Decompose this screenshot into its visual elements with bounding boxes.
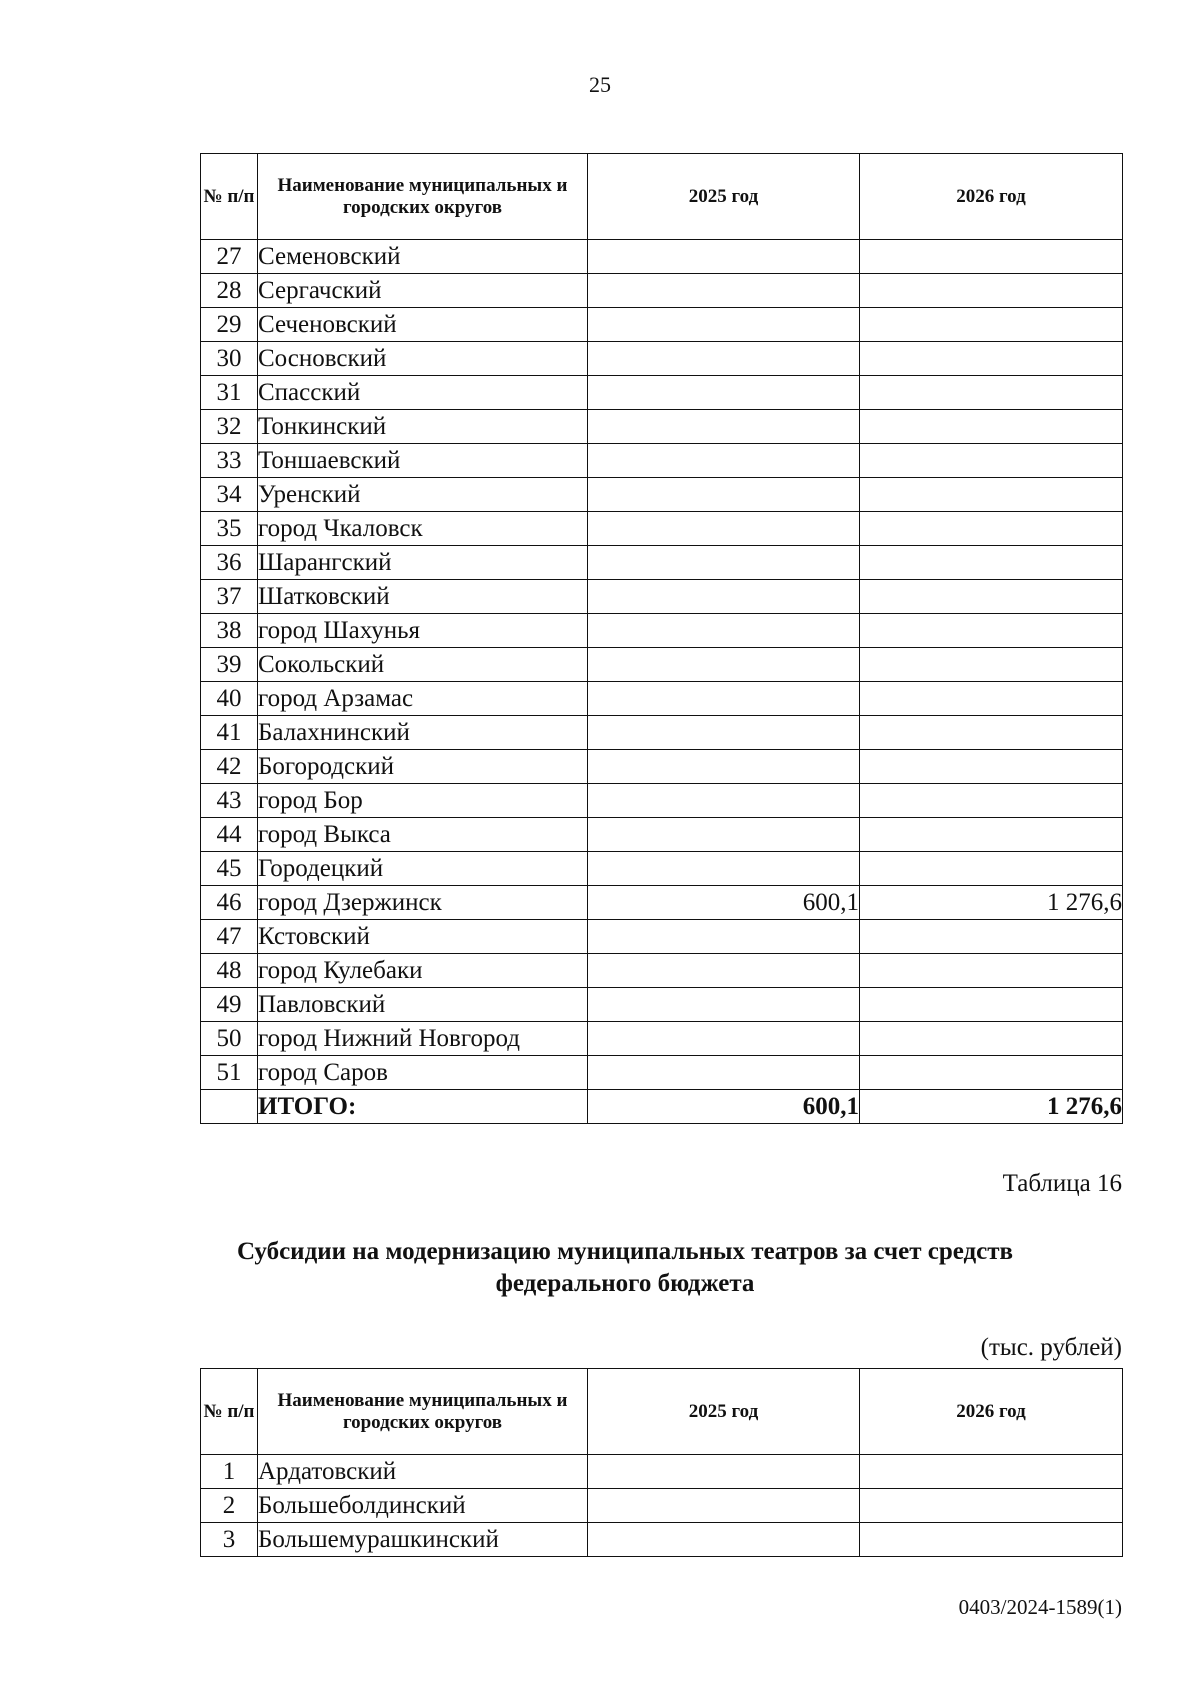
value-2026 [860, 750, 1123, 784]
table-row [201, 750, 1123, 784]
row-number: 2 [201, 1489, 258, 1523]
table-row [201, 376, 1123, 410]
value-2025 [588, 750, 860, 784]
total-2025: 600,1 [588, 1090, 860, 1124]
header-num: № п/п [201, 154, 258, 240]
value-2026 [860, 478, 1123, 512]
table-caption: Таблица 16 [1002, 1170, 1122, 1197]
total-row [201, 1090, 1123, 1124]
table-title: Субсидии на модернизацию муниципальных театров за счет средств федерального бюджета [236, 1238, 1014, 1297]
district-name: Семеновский [258, 240, 588, 274]
value-2026 [860, 308, 1123, 342]
value-2025 [588, 614, 860, 648]
district-name: город Бор [258, 784, 588, 818]
value-2025 [588, 1523, 860, 1557]
row-number: 38 [201, 614, 258, 648]
table-row [201, 852, 1123, 886]
district-name: Павловский [258, 988, 588, 1022]
row-number: 43 [201, 784, 258, 818]
district-name: Шатковский [258, 580, 588, 614]
district-name: Кстовский [258, 920, 588, 954]
table-row [201, 954, 1123, 988]
row-number: 42 [201, 750, 258, 784]
value-2025 [588, 784, 860, 818]
row-number: 3 [201, 1523, 258, 1557]
value-2025 [588, 648, 860, 682]
table-row [201, 1455, 1123, 1489]
document-code: 0403/2024-1589(1) [958, 1595, 1122, 1619]
value-2026 [860, 954, 1123, 988]
header-2026: 2026 год [860, 1369, 1123, 1455]
header-name: Наименование муниципальных и городских округов [258, 154, 588, 240]
header-2025: 2025 год [588, 154, 860, 240]
value-2025 [588, 1022, 860, 1056]
value-2026 [860, 580, 1123, 614]
value-2025 [588, 852, 860, 886]
row-number [201, 1090, 258, 1124]
district-name: Тонкинский [258, 410, 588, 444]
value-2025 [588, 1056, 860, 1090]
row-number: 41 [201, 716, 258, 750]
table-row [201, 240, 1123, 274]
table-header-row [201, 1369, 1123, 1455]
district-name: Тоншаевский [258, 444, 588, 478]
value-2025 [588, 376, 860, 410]
value-2026 [860, 512, 1123, 546]
row-number: 49 [201, 988, 258, 1022]
value-2025 [588, 308, 860, 342]
row-number: 45 [201, 852, 258, 886]
district-name: Большеболдинский [258, 1489, 588, 1523]
value-2026 [860, 376, 1123, 410]
row-number: 27 [201, 240, 258, 274]
district-name: город Выкса [258, 818, 588, 852]
total-2026: 1 276,6 [860, 1090, 1123, 1124]
page-number: 25 [589, 72, 611, 97]
district-name: Сосновский [258, 342, 588, 376]
district-name: Спасский [258, 376, 588, 410]
district-name: город Арзамас [258, 682, 588, 716]
value-2026 [860, 920, 1123, 954]
value-2025 [588, 1455, 860, 1489]
table-row [201, 1022, 1123, 1056]
district-name: Сеченовский [258, 308, 588, 342]
table-row [201, 648, 1123, 682]
district-name: Большемурашкинский [258, 1523, 588, 1557]
district-name: Ардатовский [258, 1455, 588, 1489]
row-number: 31 [201, 376, 258, 410]
district-name: Городецкий [258, 852, 588, 886]
table-row [201, 818, 1123, 852]
value-2025 [588, 478, 860, 512]
table-row [201, 886, 1123, 920]
value-2025 [588, 240, 860, 274]
value-2026 [860, 716, 1123, 750]
table-row [201, 410, 1123, 444]
row-number: 1 [201, 1455, 258, 1489]
value-2026 [860, 648, 1123, 682]
district-name: Шарангский [258, 546, 588, 580]
row-number: 34 [201, 478, 258, 512]
value-2025 [588, 274, 860, 308]
table-body [201, 1455, 1123, 1557]
value-2026 [860, 1455, 1123, 1489]
row-number: 46 [201, 886, 258, 920]
value-2025 [588, 410, 860, 444]
row-number: 40 [201, 682, 258, 716]
value-2025 [588, 682, 860, 716]
value-2026 [860, 682, 1123, 716]
value-2026 [860, 818, 1123, 852]
value-2026 [860, 784, 1123, 818]
table-row [201, 546, 1123, 580]
value-2025 [588, 716, 860, 750]
table-row [201, 274, 1123, 308]
value-2025 [588, 818, 860, 852]
value-2026 [860, 342, 1123, 376]
value-2025 [588, 444, 860, 478]
table-header-row [201, 154, 1123, 240]
row-number: 33 [201, 444, 258, 478]
table-row [201, 920, 1123, 954]
value-2026 [860, 1489, 1123, 1523]
value-2025 [588, 954, 860, 988]
district-name: город Кулебаки [258, 954, 588, 988]
row-number: 48 [201, 954, 258, 988]
row-number: 39 [201, 648, 258, 682]
table-row [201, 1523, 1123, 1557]
value-2026 [860, 988, 1123, 1022]
district-name: город Чкаловск [258, 512, 588, 546]
table-row [201, 512, 1123, 546]
value-2026 [860, 240, 1123, 274]
table-row [201, 342, 1123, 376]
district-name: город Дзержинск [258, 886, 588, 920]
value-2025: 600,1 [588, 886, 860, 920]
value-2025 [588, 580, 860, 614]
value-2026 [860, 546, 1123, 580]
district-name: Сергачский [258, 274, 588, 308]
district-name: город Нижний Новгород [258, 1022, 588, 1056]
row-number: 32 [201, 410, 258, 444]
table-row [201, 444, 1123, 478]
district-name: Уренский [258, 478, 588, 512]
table-body [201, 240, 1123, 1124]
district-name: Балахнинский [258, 716, 588, 750]
district-name: город Саров [258, 1056, 588, 1090]
table-15-continuation [200, 153, 1123, 1124]
value-2025 [588, 342, 860, 376]
value-2026 [860, 444, 1123, 478]
value-2025 [588, 988, 860, 1022]
table-row [201, 784, 1123, 818]
row-number: 28 [201, 274, 258, 308]
row-number: 29 [201, 308, 258, 342]
row-number: 35 [201, 512, 258, 546]
table-row [201, 614, 1123, 648]
value-2025 [588, 546, 860, 580]
row-number: 44 [201, 818, 258, 852]
header-name: Наименование муниципальных и городских округов [258, 1369, 588, 1455]
table-row [201, 308, 1123, 342]
header-num: № п/п [201, 1369, 258, 1455]
header-2026: 2026 год [860, 154, 1123, 240]
table-row [201, 580, 1123, 614]
value-2026 [860, 274, 1123, 308]
unit-note: (тыс. рублей) [980, 1334, 1122, 1361]
row-number: 50 [201, 1022, 258, 1056]
value-2026 [860, 614, 1123, 648]
table-row [201, 716, 1123, 750]
row-number: 51 [201, 1056, 258, 1090]
header-2025: 2025 год [588, 1369, 860, 1455]
row-number: 47 [201, 920, 258, 954]
value-2026 [860, 1523, 1123, 1557]
table-16 [200, 1368, 1123, 1557]
total-label: ИТОГО: [258, 1090, 588, 1124]
district-name: Богородский [258, 750, 588, 784]
value-2026 [860, 410, 1123, 444]
row-number: 30 [201, 342, 258, 376]
table-row [201, 988, 1123, 1022]
table-row [201, 1056, 1123, 1090]
value-2026 [860, 1056, 1123, 1090]
value-2025 [588, 1489, 860, 1523]
value-2026 [860, 852, 1123, 886]
value-2025 [588, 512, 860, 546]
table-row [201, 682, 1123, 716]
row-number: 36 [201, 546, 258, 580]
row-number: 37 [201, 580, 258, 614]
table-row [201, 478, 1123, 512]
value-2025 [588, 920, 860, 954]
value-2026 [860, 1022, 1123, 1056]
district-name: Сокольский [258, 648, 588, 682]
value-2026: 1 276,6 [860, 886, 1123, 920]
table-row [201, 1489, 1123, 1523]
district-name: город Шахунья [258, 614, 588, 648]
